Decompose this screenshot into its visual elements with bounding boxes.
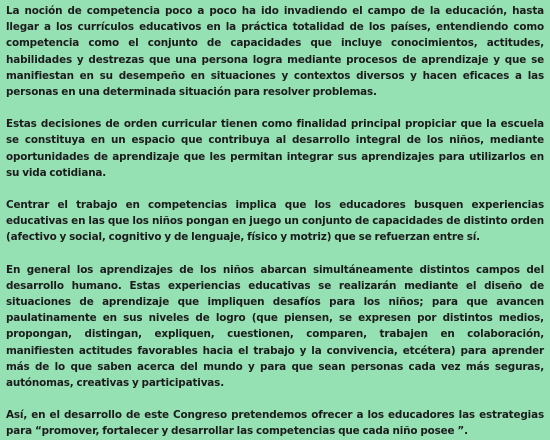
paragraph-competencias-definicion: La noción de competencia poco a poco ha ido invadiendo el campo de la educación, hasta llegar a los currículos educativos en la práctica totalidad de los países, entendiendo como competencia como el conjunto de capacidades que incluye conocimientos, actitudes, habilidades y destrezas que una persona logra mediante procesos de aprendizaje y que se manifiestan en su desempeño en situaciones y contextos diversos y hacen eficaces a las personas en una determinada situación para resolver problemas. — [6, 5, 544, 99]
paragraph-aprendizajes-ninos: En general los aprendizajes de los niños abarcan simultáneamente distintos campos del desarrollo humano. Estas experiencias educativas se realizarán mediante el diseño de situaciones de aprendizaje que impliquen desafíos para los niños; para que avancen paulatinamente en sus niveles de logro (que piensen, se expresen por distintos medios, propongan, distingan, expliquen, cuestionen, comparen, trabajen en colaboración, manifiesten actitudes favorables hacia el trabajo y la convivencia, etcétera) para aprender más de lo que saben acerca del mundo y para que sean personas cada vez más seguras, autónomas, creativas y participativas. — [6, 263, 544, 390]
paragraph-congreso-estrategias: Así, en el desarrollo de este Congreso pretendemos ofrecer a los educadores las estrategias para “promover, fortalecer y desarrollar las competencias que cada niño posee ”. — [6, 409, 544, 438]
paragraph-decisiones-curriculares: Estas decisiones de orden curricular tienen como finalidad principal propiciar que la escuela se constituya en un espacio que contribuya al desarrollo integral de los niños, mediante oportunidades de aprendizaje que les permitan integrar sus aprendizajes para utilizarlos en su vida cotidiana. — [6, 118, 544, 179]
paragraph-trabajo-competencias: Centrar el trabajo en competencias implica que los educadores busquen experiencias educativas en las que los niños pongan en juego un conjunto de capacidades de distinto orden (afectivo y social, cognitivo y de lenguaje, físico y motriz) que se refuerzan entre sí. — [6, 199, 544, 244]
